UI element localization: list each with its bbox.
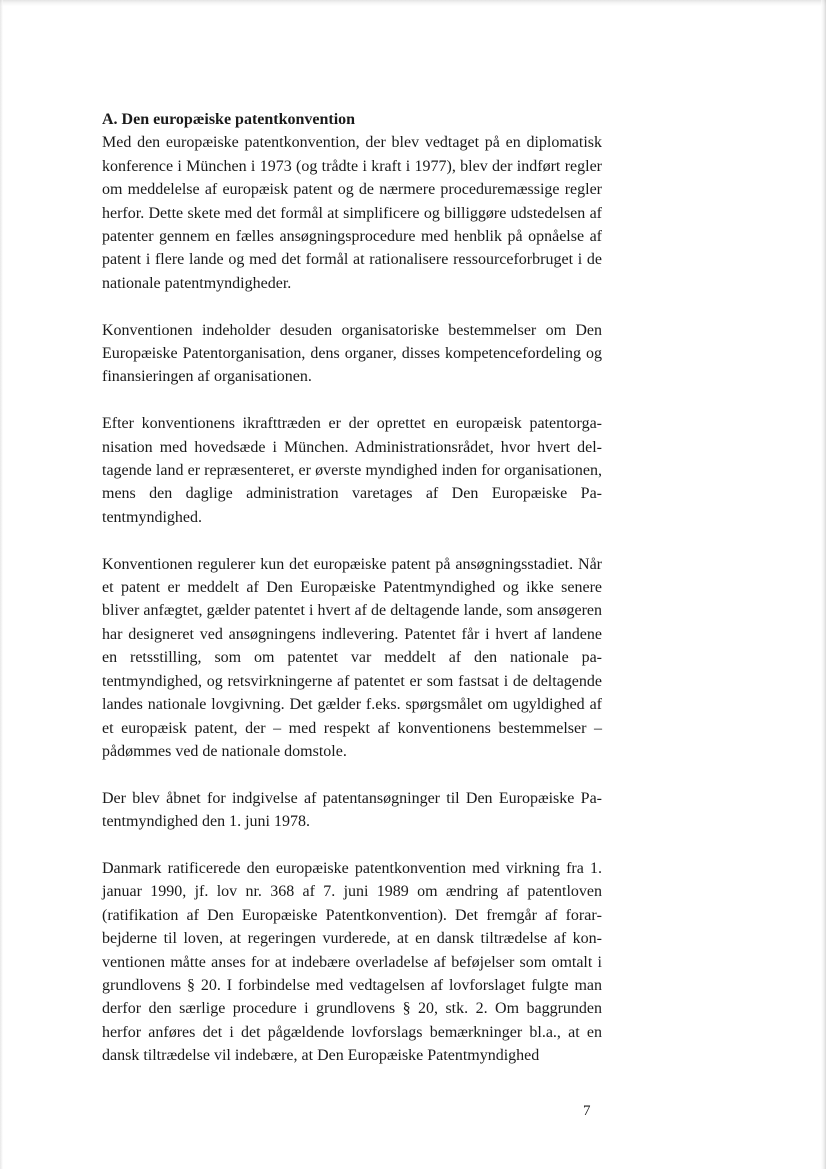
- document-body: [102, 108, 602, 1091]
- page-number: 7: [583, 1103, 591, 1119]
- paragraph-4: Konventionen regulerer kun det europæiske patent på ansøgningsstadiet. Når et patent er meddelt af Den Europæiske Patentmyndighed og ikke senere bliver anfægtet, gælder patentet i hvert af de deltagende lande, som ansøgeren har designeret ved ansøgningens indlevering. Patentet får i hvert af landene en retsstilling, som om patentet var meddelt af den nationale patentmyndighed, og retsvirkningerne af patentet er som fastsat i de deltagende landes nationale lovgivning. Det gælder f.eks. spørgsmålet om ugyldighed af et europæisk patent, der – med respekt af konventionens bestemmelser – pådømmes ved de nationale domstole.: [102, 555, 602, 760]
- section-heading: A. Den europæiske patentkonvention: [102, 111, 356, 128]
- scan-edge-right: [821, 0, 826, 1169]
- scan-edge-top: [0, 0, 826, 6]
- scan-edge-left: [0, 0, 3, 1169]
- paragraph-3: Efter konventionens ikrafttræden er der oprettet en europæisk patentorganisation med hovedsæde i München. Administrationsrådet, hvor hvert deltagende land er repræsenteret, er øverste myndighed inden for organisationen, mens den daglige administration varetages af Den Europæiske Patentmyndighed.: [102, 415, 602, 526]
- paragraph-6: Danmark ratificerede den europæiske patentkonvention med virkning fra 1. januar 1990, jf. lov nr. 368 af 7. juni 1989 om ændring af patentloven (ratifikation af Den Europæiske Patentkonvention). Det fremgår af forarbejderne til loven, at regeringen vurderede, at en dansk tiltrædelse af konventionen måtte anses for at indebære overladelse af beføjelser som omtalt i grundlovens § 20. I forbindelse med vedtagelsen af lovforslaget fulgte man derfor den særlige procedure i grundlovens § 20, stk. 2. Om baggrunden herfor anføres det i det pågældende lovforslags bemærkninger bl.a., at en dansk tiltrædelse vil indebære, at Den Europæiske Patentmyndighed: [102, 859, 602, 1065]
- paragraph-1: Med den europæiske patentkonvention, der blev vedtaget på en diplomatisk konference i München i 1973 (og trådte i kraft i 1977), blev der indført regler om meddelelse af europæisk patent og de nærmere proceduremæssige regler herfor. Dette skete med det formål at simplificere og billiggøre udstedelsen af patenter gennem en fælles ansøgningsprocedure med henblik på opnåelse af patent i flere lande og med det formål at rationalisere ressourceforbruget i de nationale patentmyndigheder.: [102, 134, 602, 292]
- paragraph-5: Der blev åbnet for indgivelse af patentansøgninger til Den Europæiske Patentmyndighed den 1. juni 1978.: [102, 789, 602, 831]
- paragraph-2: Konventionen indeholder desuden organisatoriske bestemmelser om Den Europæiske Patentorganisation, dens organer, disses kompetencefordeling og finansieringen af organisationen.: [102, 321, 602, 386]
